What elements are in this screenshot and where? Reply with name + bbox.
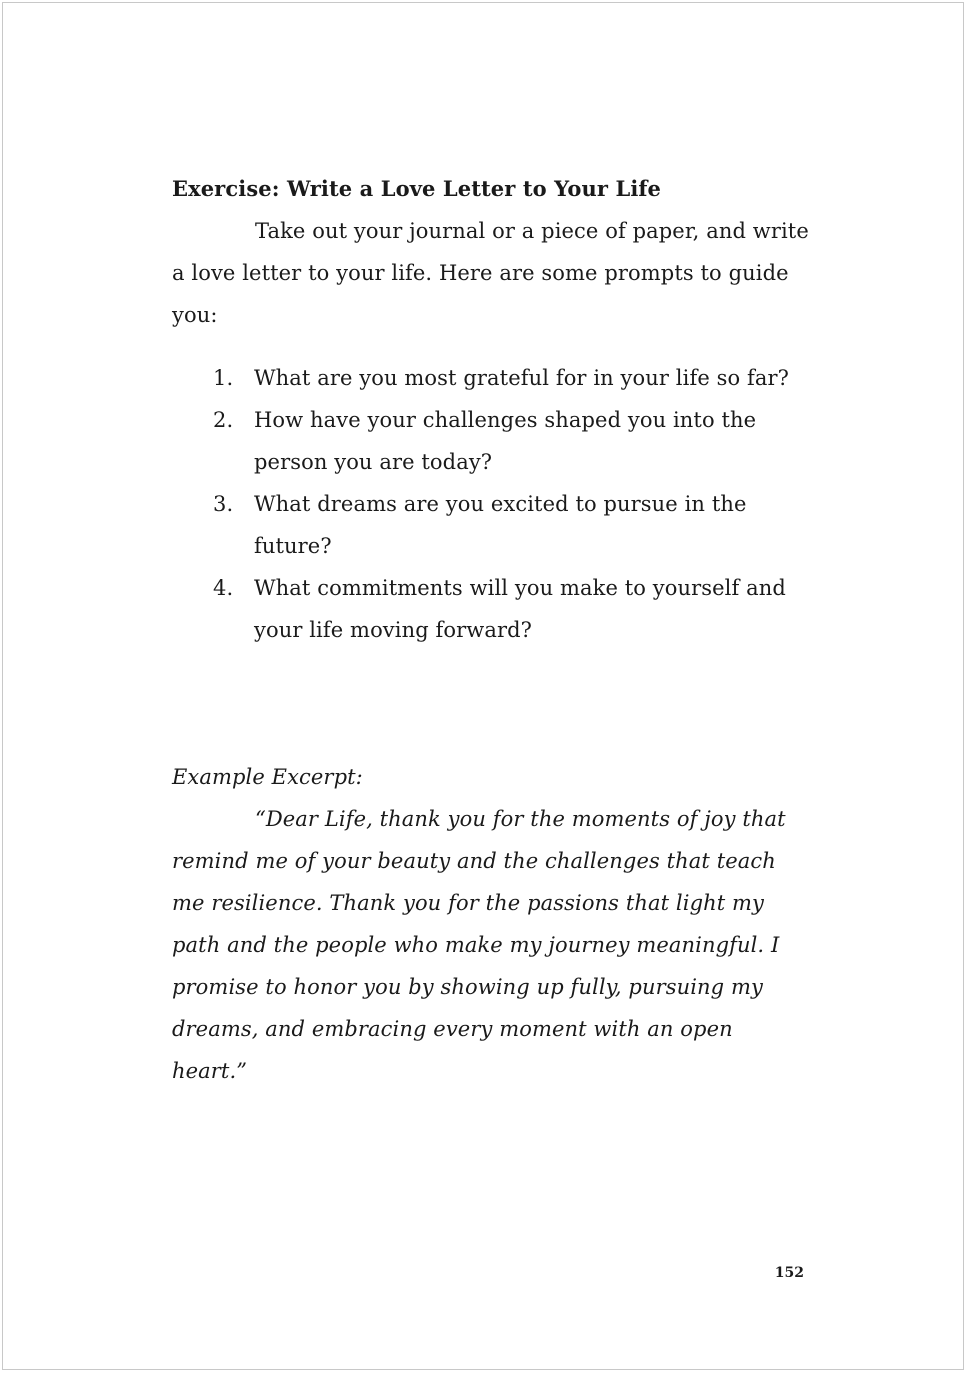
list-item-text: What dreams are you excited to pursue in the future? [254,492,747,558]
example-quote: “Dear Life, thank you for the moments of joy that remind me of your beauty and the challenges that teach me resilience. Thank you for the passions that light my path and the people who make my journey meaningful. I promise to honor you by showing up fully, pursuing my dreams, and embracing every moment with an open heart.” [172,807,786,1083]
list-item-number: 1. [213,366,234,390]
list-item-number: 3. [213,492,234,516]
list-item-number: 2. [213,408,234,432]
list-item [172,399,812,483]
example-label: Example Excerpt: [172,765,363,789]
list-item-text: How have your challenges shaped you into the person you are today? [254,408,757,474]
prompt-list [172,357,812,651]
document-page [2,2,964,1370]
page-number: 152 [774,1265,804,1281]
intro-paragraph: Take out your journal or a piece of paper, and write a love letter to your life. Here are some prompts to guide you: [172,219,809,327]
page-content [172,168,812,1092]
list-item [172,483,812,567]
exercise-heading: Exercise: Write a Love Letter to Your Life [172,176,662,201]
list-item-number: 4. [213,576,234,600]
list-item-text: What commitments will you make to yourself and your life moving forward? [254,576,786,642]
list-item [172,357,812,399]
list-item-text: What are you most grateful for in your life so far? [254,366,790,390]
list-item [172,567,812,651]
